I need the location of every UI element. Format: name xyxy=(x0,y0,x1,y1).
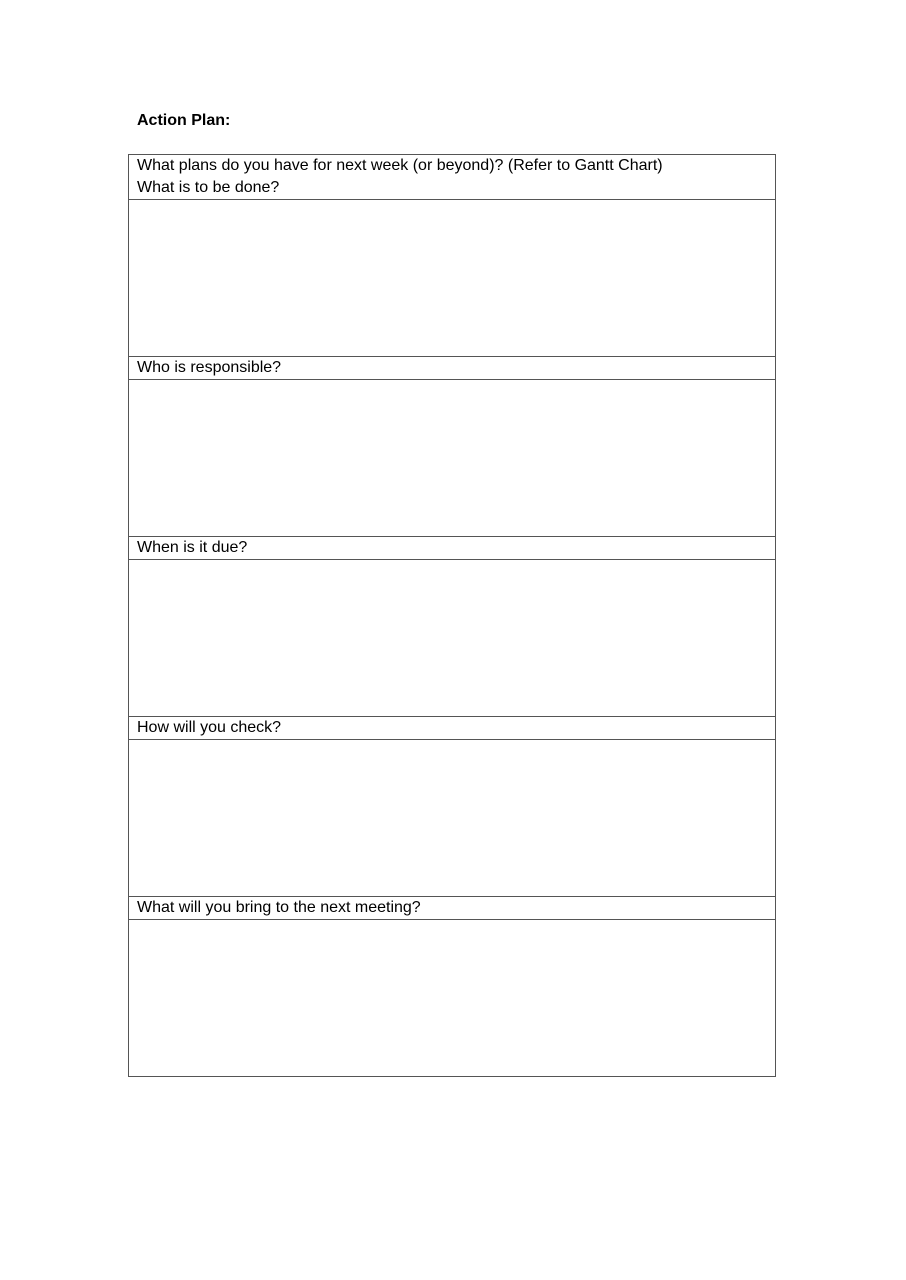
how-check-label: How will you check? xyxy=(129,717,776,740)
answer-row-who xyxy=(129,380,776,537)
who-responsible-label: Who is responsible? xyxy=(129,357,776,380)
bring-next-meeting-label: What will you bring to the next meeting? xyxy=(129,897,776,920)
plans-question-label: What plans do you have for next week (or beyond)? (Refer to Gantt Chart) xyxy=(137,157,663,174)
answer-cell-who xyxy=(129,380,776,537)
what-to-be-done-label: What is to be done? xyxy=(137,179,280,196)
how-check-field[interactable] xyxy=(129,740,775,896)
bring-next-meeting-field[interactable] xyxy=(129,920,775,1076)
answer-row-what xyxy=(129,200,776,357)
action-plan-table xyxy=(128,154,776,1077)
answer-row-bring xyxy=(129,920,776,1077)
label-cell-what xyxy=(129,155,776,200)
answer-row-when xyxy=(129,560,776,717)
answer-row-how xyxy=(129,740,776,897)
when-due-field[interactable] xyxy=(129,560,775,716)
who-responsible-field[interactable] xyxy=(129,380,775,536)
header-row-bring xyxy=(129,897,776,920)
header-row-when xyxy=(129,537,776,560)
header-row-what xyxy=(129,155,776,200)
answer-cell-how xyxy=(129,740,776,897)
what-to-be-done-field[interactable] xyxy=(129,200,775,356)
header-row-how xyxy=(129,717,776,740)
answer-cell-bring xyxy=(129,920,776,1077)
page-title: Action Plan: xyxy=(137,112,231,129)
answer-cell-when xyxy=(129,560,776,717)
header-row-who xyxy=(129,357,776,380)
answer-cell-what xyxy=(129,200,776,357)
when-due-label: When is it due? xyxy=(129,537,776,560)
